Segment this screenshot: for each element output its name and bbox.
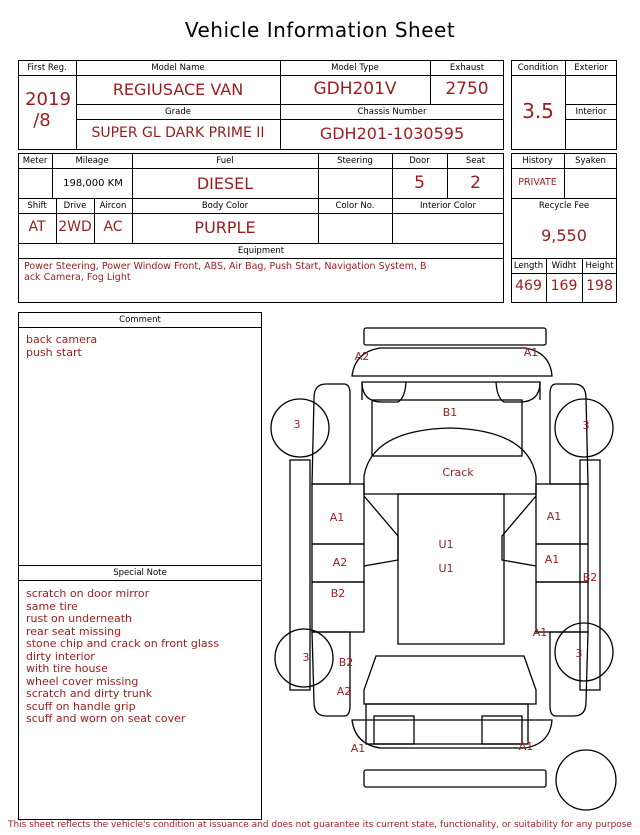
mark-right-front-door: A1 xyxy=(546,510,562,523)
recycle-fee-label: Recycle Fee xyxy=(538,201,590,211)
aircon-label: Aircon xyxy=(99,201,127,211)
grade-value: SUPER GL DARK PRIME II xyxy=(91,125,265,141)
mark-left-rear-fender-a: A2 xyxy=(336,685,352,698)
mark-roof-2: U1 xyxy=(438,562,454,575)
drive-value: 2WD xyxy=(58,219,92,235)
comment-label: Comment xyxy=(119,315,161,325)
exhaust-label: Exhaust xyxy=(449,63,485,73)
special-note-item: rear seat missing xyxy=(26,624,122,638)
mileage-label: Mileage xyxy=(75,156,109,166)
model-name-value: REGIUSACE VAN xyxy=(112,80,244,99)
mark-tire-front-right: 3 xyxy=(582,419,590,432)
special-note-item: scratch and dirty trunk xyxy=(26,687,153,700)
comment-list xyxy=(26,334,256,359)
history-label: History xyxy=(522,156,553,166)
mark-front-bumper-right: A1 xyxy=(523,346,539,359)
mark-rear-right: A1 xyxy=(518,740,534,753)
comment-item: push start xyxy=(26,345,82,359)
mark-rear-left: A1 xyxy=(350,742,366,755)
model-type-label: Model Type xyxy=(331,63,379,73)
width-label: Widht xyxy=(551,261,577,271)
length-label: Length xyxy=(513,261,544,271)
comment-item: back camera xyxy=(26,333,98,346)
equipment-value: Power Steering, Power Window Front, ABS, Air Bag, Push Start, Navigation System, Back Camera, Fog Light xyxy=(24,261,427,283)
condition-value: 3.5 xyxy=(522,99,554,123)
body-color-value: PURPLE xyxy=(194,218,256,237)
vehicle-damage-diagram xyxy=(268,318,632,818)
mark-left-rear-door-upper: A2 xyxy=(332,556,348,569)
mark-windshield: Crack xyxy=(442,466,474,479)
mark-tire-rear-right: 3 xyxy=(575,647,583,660)
height-value: 198 xyxy=(586,278,613,294)
special-note-list xyxy=(26,588,256,726)
mark-left-rear-fender-b: B2 xyxy=(338,656,354,669)
exterior-label: Exterior xyxy=(574,63,608,73)
model-name-label: Model Name xyxy=(151,63,205,73)
mark-front-bumper-left: A2 xyxy=(354,350,370,363)
disclaimer-footer: This sheet reflects the vehicle's condition at issuance and does not guarantee its current state, functionality, or suitability for any purpose xyxy=(7,820,633,830)
door-value: 5 xyxy=(414,173,425,193)
condition-label: Condition xyxy=(517,63,559,73)
comment-box xyxy=(18,312,262,820)
exhaust-value: 2750 xyxy=(445,79,489,99)
mark-tire-front-left: 3 xyxy=(293,418,301,431)
special-note-label: Special Note xyxy=(113,568,167,578)
shift-value: AT xyxy=(28,219,46,235)
page-title: Vehicle Information Sheet xyxy=(184,18,456,42)
fuel-value: DIESEL xyxy=(196,174,254,193)
shift-label: Shift xyxy=(27,201,47,211)
first-reg-month: /8 xyxy=(33,110,51,131)
steering-label: Steering xyxy=(337,156,373,166)
special-note-item: same tire xyxy=(26,599,78,613)
drive-label: Drive xyxy=(63,201,87,211)
width-value: 169 xyxy=(550,278,578,294)
mark-left-rear-door-lower: B2 xyxy=(330,587,346,600)
special-note-item: stone chip and crack on front glass xyxy=(26,637,220,650)
height-label: Height xyxy=(585,261,614,271)
interior-label: Interior xyxy=(575,107,607,117)
mark-tire-rear-left: 3 xyxy=(302,651,310,664)
special-note-item: with tire house xyxy=(26,662,108,675)
mark-hood: B1 xyxy=(442,406,458,419)
equipment-label: Equipment xyxy=(237,246,285,256)
mark-right-side-b: B2 xyxy=(582,571,598,584)
length-value: 469 xyxy=(515,278,542,294)
seat-label: Seat xyxy=(465,156,486,166)
first-reg-label: First Reg. xyxy=(27,63,67,73)
special-note-item: wheel cover missing xyxy=(26,674,139,688)
special-note-item: dirty interior xyxy=(26,649,95,663)
syaken-label: Syaken xyxy=(575,156,606,166)
special-note-item: rust on underneath xyxy=(26,612,133,625)
aircon-value: AC xyxy=(103,219,123,235)
interior-color-label: Interior Color xyxy=(420,201,476,211)
special-note-item: scratch on door mirror xyxy=(26,587,150,600)
special-note-item: scuff and worn on seat cover xyxy=(26,712,186,725)
mark-right-rear-door: A1 xyxy=(544,553,560,566)
history-value: PRIVATE xyxy=(518,177,557,188)
mileage-value: 198,000 KM xyxy=(63,178,123,189)
first-reg-year: 2019 xyxy=(25,89,71,110)
meter-label: Meter xyxy=(22,156,48,166)
color-no-label: Color No. xyxy=(335,201,375,211)
grade-label: Grade xyxy=(165,107,191,117)
mark-roof-1: U1 xyxy=(438,538,454,551)
recycle-fee-value: 9,550 xyxy=(541,226,587,245)
chassis-number-value: GDH201-1030595 xyxy=(319,124,465,143)
door-label: Door xyxy=(409,156,430,166)
fuel-label: Fuel xyxy=(216,156,234,166)
model-type-value: GDH201V xyxy=(313,79,397,99)
chassis-number-label: Chassis Number xyxy=(357,107,427,117)
mark-left-front-door: A1 xyxy=(329,511,345,524)
seat-value: 2 xyxy=(470,173,481,193)
mark-right-rear-fender: A1 xyxy=(532,626,548,639)
body-color-label: Body Color xyxy=(201,201,249,211)
special-note-item: scuff on handle grip xyxy=(26,699,136,713)
